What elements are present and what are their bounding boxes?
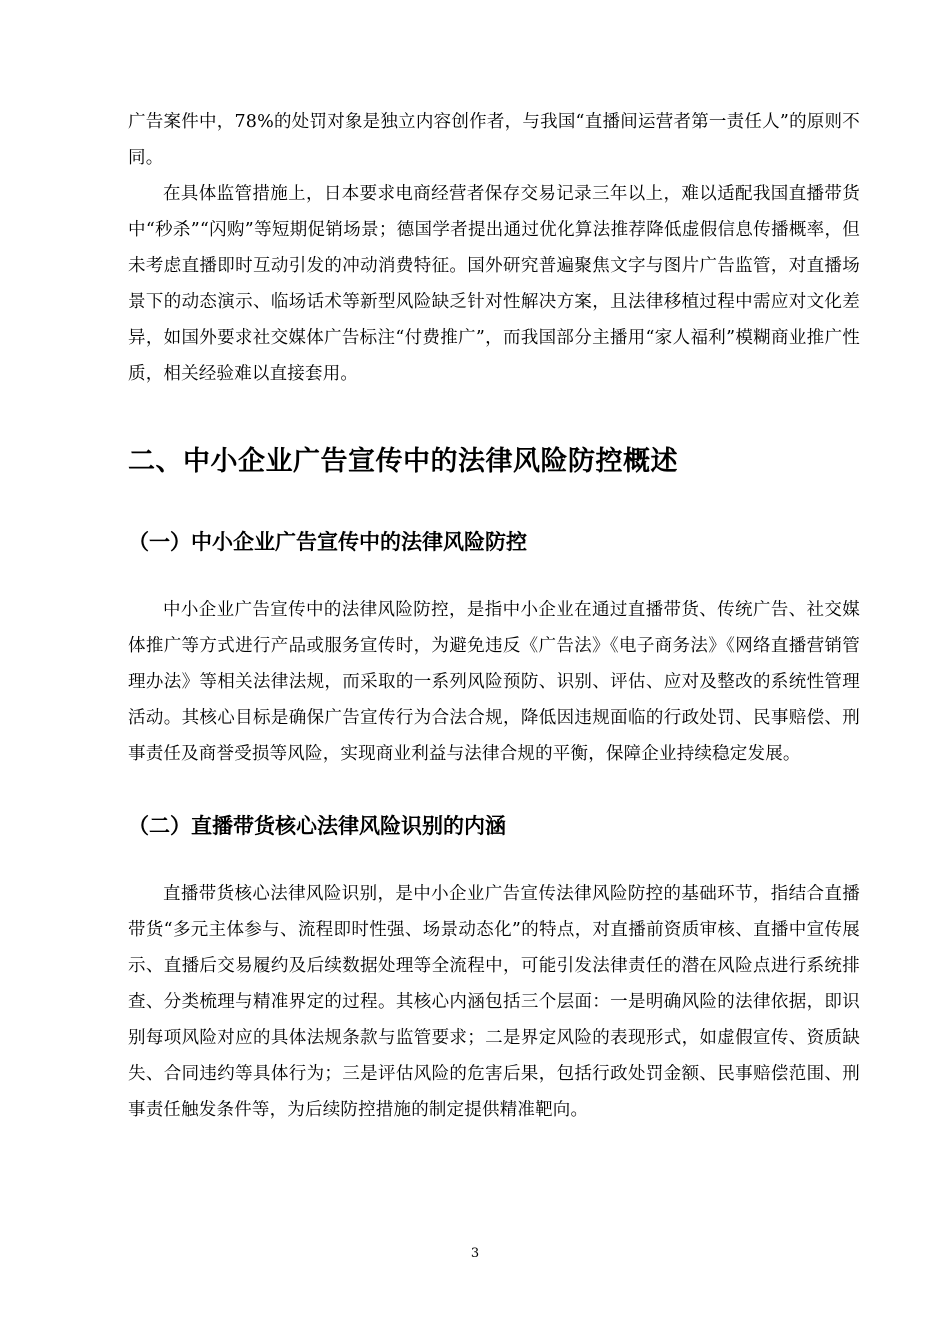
document-page bbox=[128, 104, 860, 1128]
continued-paragraph: 广告案件中，78%的处罚对象是独立内容创作者，与我国“直播间运营者第一责任人”的原则不同。 bbox=[128, 112, 860, 168]
subsection-2-paragraph: 直播带货核心法律风险识别，是中小企业广告宣传法律风险防控的基础环节，指结合直播带货“多元主体参与、流程即时性强、场景动态化”的特点，对直播前资质审核、直播中宣传展示、直播后交易履约及后续数据处理等全流程中，可能引发法律责任的潜在风险点进行系统排查、分类梳理与精准界定的过程。其核心内涵包括三个层面：一是明确风险的法律依据，即识别每项风险对应的具体法规条款与监管要求；二是界定风险的表现形式，如虚假宣传、资质缺失、合同违约等具体行为；三是评估风险的危害后果，包括行政处罚金额、民事赔偿范围、刑事责任触发条件等，为后续防控措施的制定提供精准靶向。 bbox=[128, 884, 860, 1120]
subsection-heading-1: （一）中小企业广告宣传中的法律风险防控 bbox=[128, 530, 527, 554]
page-number: 3 bbox=[470, 1246, 480, 1261]
measures-paragraph: 在具体监管措施上，日本要求电商经营者保存交易记录三年以上，难以适配我国直播带货中“秒杀”“闪购”等短期促销场景；德国学者提出通过优化算法推荐降低虚假信息传播概率，但未考虑直播即时互动引发的冲动消费特征。国外研究普遍聚焦文字与图片广告监管，对直播场景下的动态演示、临场话术等新型风险缺乏针对性解决方案，且法律移植过程中需应对文化差异，如国外要求社交媒体广告标注“付费推广”，而我国部分主播用“家人福利”模糊商业推广性质，相关经验难以直接套用。 bbox=[128, 184, 860, 384]
subsection-1-paragraph: 中小企业广告宣传中的法律风险防控，是指中小企业在通过直播带货、传统广告、社交媒体推广等方式进行产品或服务宣传时，为避免违反《广告法》《电子商务法》《网络直播营销管理办法》等相关法律法规，而采取的一系列风险预防、识别、评估、应对及整改的系统性管理活动。其核心目标是确保广告宣传行为合法合规，降低因违规面临的行政处罚、民事赔偿、刑事责任及商誉受损等风险，实现商业利益与法律合规的平衡，保障企业持续稳定发展。 bbox=[128, 600, 860, 764]
subsection-heading-2: （二）直播带货核心法律风险识别的内涵 bbox=[128, 814, 506, 838]
section-heading: 二、中小企业广告宣传中的法律风险防控概述 bbox=[128, 446, 678, 477]
